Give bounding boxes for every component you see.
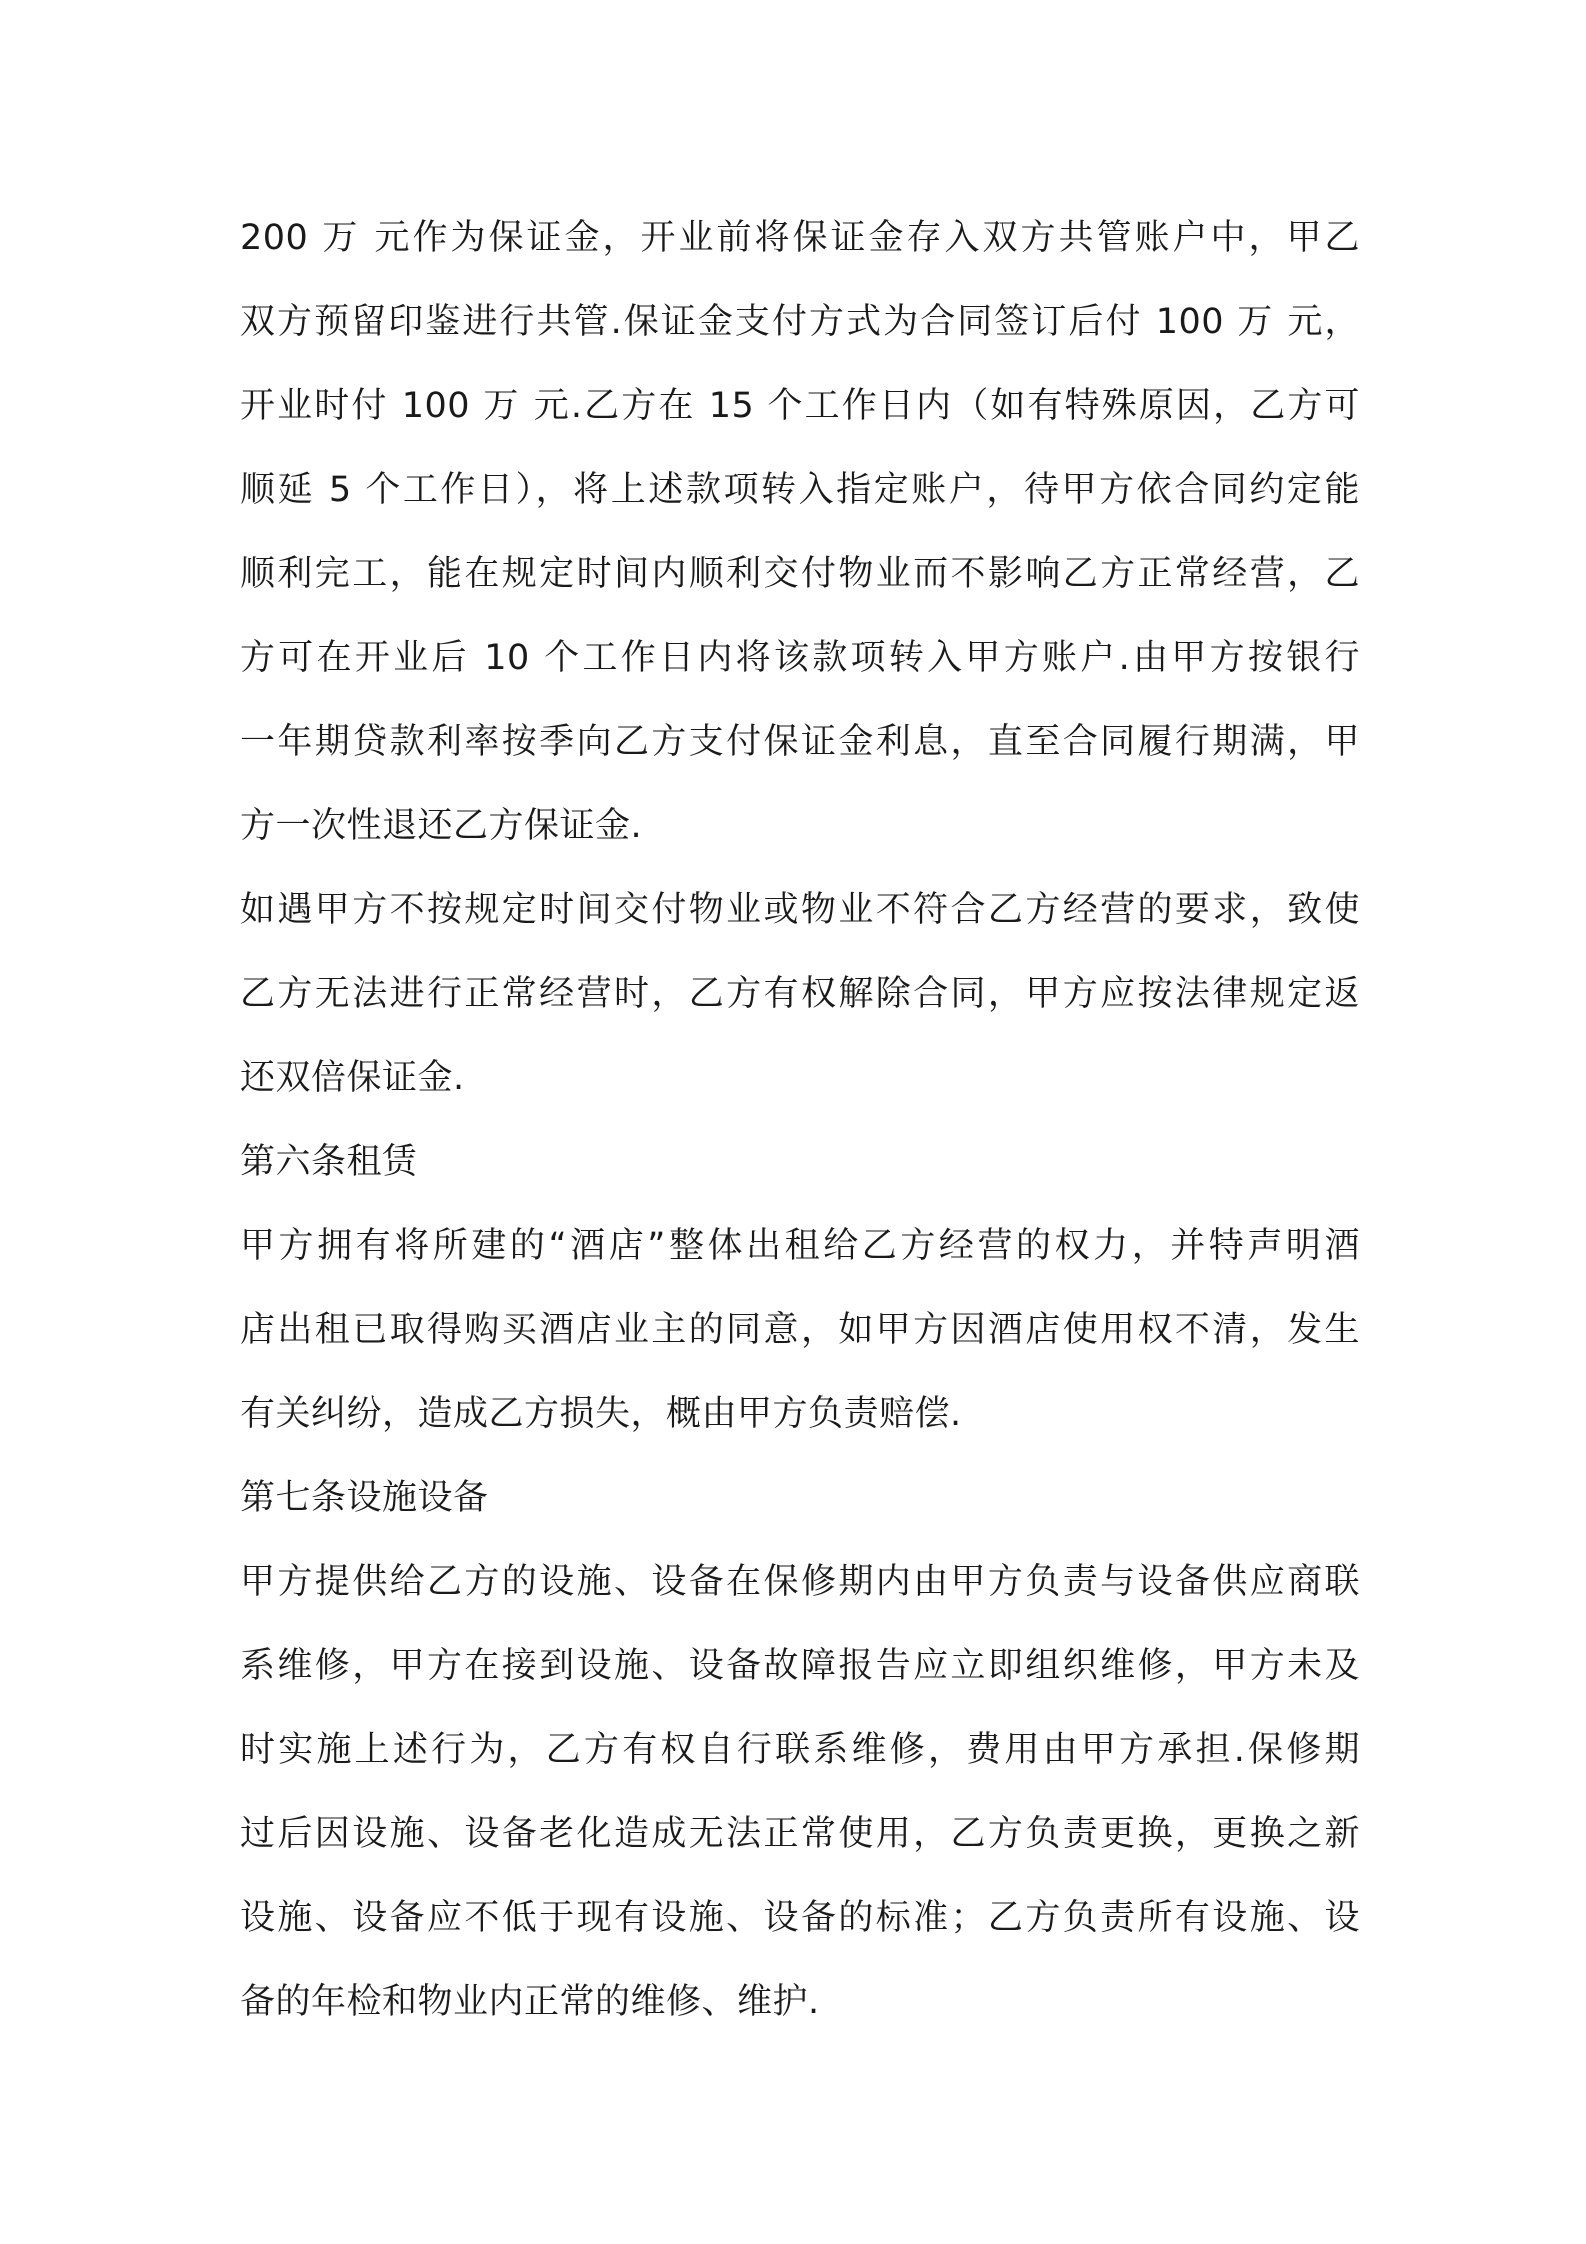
text-line: 方可在开业后 10 个工作日内将该款项转入甲方账户.由甲方按银行 [240,638,1360,678]
text-line: 有关纠纷，造成乙方损失，概由甲方负责赔偿. [240,1394,962,1434]
text-line: 设施、设备应不低于现有设施、设备的标准；乙方负责所有设施、设 [240,1898,1360,1938]
text-line: 一年期贷款利率按季向乙方支付保证金利息，直至合同履行期满，甲 [240,722,1360,762]
text-line: 店出租已取得购买酒店业主的同意，如甲方因酒店使用权不清，发生 [240,1310,1360,1350]
text-line: 双方预留印鉴进行共管.保证金支付方式为合同签订后付 100 万 元， [240,302,1360,342]
text-line: 开业时付 100 万 元.乙方在 15 个工作日内（如有特殊原因，乙方可 [240,386,1360,426]
text-line: 时实施上述行为，乙方有权自行联系维修，费用由甲方承担.保修期 [240,1730,1360,1770]
text-line: 还双倍保证金. [240,1058,465,1098]
text-line: 如遇甲方不按规定时间交付物业或物业不符合乙方经营的要求，致使 [240,890,1360,930]
text-line: 乙方无法进行正常经营时，乙方有权解除合同，甲方应按法律规定返 [240,974,1360,1014]
text-line: 过后因设施、设备老化造成无法正常使用，乙方负责更换，更换之新 [240,1814,1360,1854]
document-body [240,196,1360,2044]
section-heading-article-7: 第七条设施设备 [240,1478,489,1518]
text-line: 顺延 5 个工作日），将上述款项转入指定账户，待甲方依合同约定能 [240,470,1360,510]
text-line: 甲方拥有将所建的“酒店”整体出租给乙方经营的权力，并特声明酒 [240,1226,1360,1266]
text-line: 系维修，甲方在接到设施、设备故障报告应立即组织维修，甲方未及 [240,1646,1360,1686]
text-line: 200 万 元作为保证金，开业前将保证金存入双方共管账户中，甲乙 [240,218,1360,258]
text-line: 顺利完工，能在规定时间内顺利交付物业而不影响乙方正常经营，乙 [240,554,1360,594]
section-heading-article-6: 第六条租赁 [240,1142,418,1182]
text-line: 甲方提供给乙方的设施、设备在保修期内由甲方负责与设备供应商联 [240,1562,1360,1602]
text-line: 备的年检和物业内正常的维修、维护. [240,1982,820,2022]
text-line: 方一次性退还乙方保证金. [240,806,643,846]
